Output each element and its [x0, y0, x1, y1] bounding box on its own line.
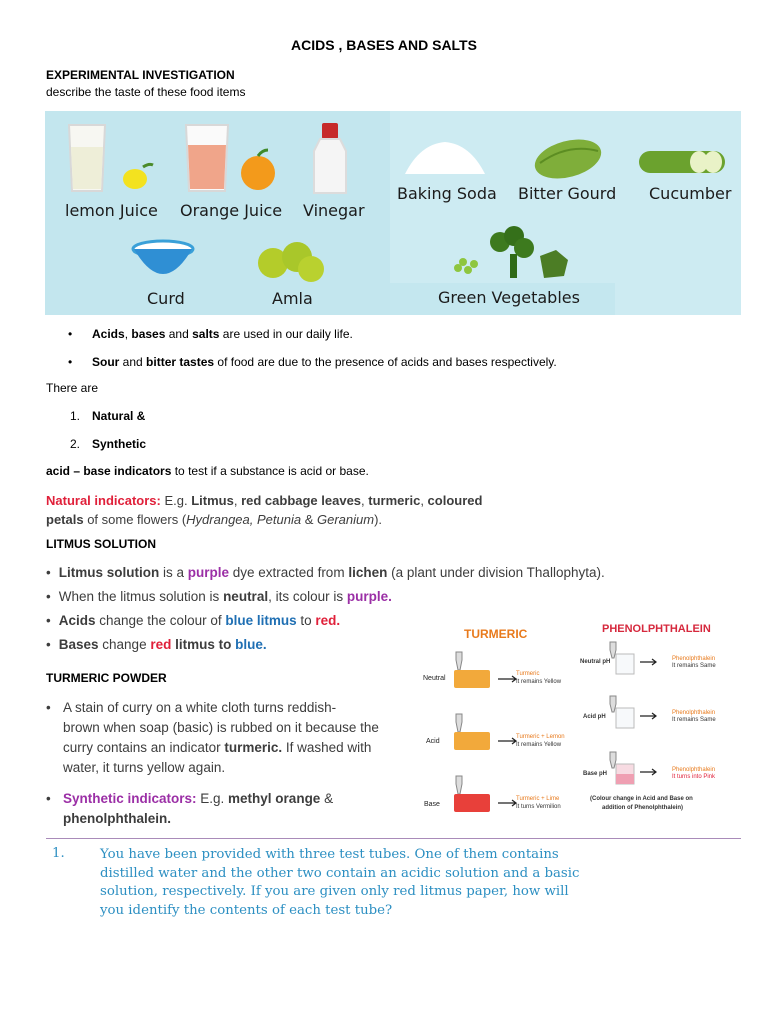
list-number-1: 1.	[70, 409, 81, 423]
page-title: ACIDS , BASES AND SALTS	[291, 37, 477, 53]
diagram-caption-line2: addition of Phenolphthalein)	[602, 805, 683, 811]
label-curd: Curd	[147, 289, 185, 308]
phenol-row-acid: Acid pH	[583, 714, 606, 720]
litmus-point-1: • Litmus solution is a purple dye extracted from lichen (a plant under division Thallophyta).	[46, 565, 605, 580]
there-are-text: There are	[46, 381, 99, 395]
lemon-juice-glass-icon	[63, 121, 163, 201]
label-baking-soda: Baking Soda	[397, 184, 497, 203]
bullet-tastes: • Sour and bitter tastes of food are due to the presence of acids and bases respectively.	[68, 355, 557, 369]
litmus-point-4: • Bases change red litmus to blue.	[46, 637, 267, 652]
phenol-note-acid-a: Phenolphthalein	[672, 710, 716, 716]
phenol-row-neutral: Neutral pH	[580, 659, 611, 665]
list-item-natural: Natural &	[92, 409, 146, 423]
amla-icon	[253, 239, 333, 289]
row-label-acid: Acid	[426, 738, 440, 745]
turmeric-note-base-b: It turns Vermilion	[516, 804, 561, 810]
litmus-point-2: • When the litmus solution is neutral, its colour is purple.	[46, 589, 392, 604]
phenol-note-acid-b: It remains Same	[672, 717, 716, 723]
baking-soda-icon	[400, 136, 490, 181]
indicator-definition: acid – base indicators to test if a substance is acid or base.	[46, 464, 369, 478]
phenolphthalein-beakers-icon	[606, 640, 676, 790]
turmeric-note-acid-a: Turmeric + Lemon	[516, 734, 565, 740]
label-amla: Amla	[272, 289, 313, 308]
row-label-neutral: Neutral	[423, 675, 446, 682]
phenol-note-base-a: Phenolphthalein	[672, 767, 716, 773]
section-heading-turmeric: TURMERIC POWDER	[46, 671, 167, 685]
turmeric-note-neutral-b: It remains Yellow	[516, 679, 562, 685]
list-item-synthetic: Synthetic	[92, 437, 147, 451]
label-green-vegetables: Green Vegetables	[438, 288, 580, 307]
label-orange-juice: Orange Juice	[180, 201, 283, 220]
curd-bowl-icon	[130, 239, 200, 289]
question-text: You have been provided with three test tubes. One of them contains distilled water and the other two contain an acidic solution and a basic solution, respectively. If you are given only red litmus paper, how will you identify the contents of each test tube?	[100, 847, 580, 918]
orange-juice-glass-icon	[180, 121, 280, 201]
label-cucumber: Cucumber	[649, 184, 732, 203]
phenol-row-base: Base pH	[583, 771, 608, 777]
label-vinegar: Vinegar	[303, 201, 365, 220]
diagram-caption-line1: (Colour change in Acid and Base on	[590, 796, 693, 802]
label-lemon-juice: lemon Juice	[65, 201, 158, 220]
divider	[46, 838, 741, 839]
synthetic-indicators-text: • Synthetic indicators: E.g. methyl orange & phenolphthalein.	[46, 791, 334, 826]
turmeric-paragraph: • A stain of curry on a white cloth turns reddish- brown when soap (basic) is rubbed on it because the curry contains an indicator turmeric. If washed with water, it turns yellow again.	[46, 700, 379, 775]
turmeric-samples-icon	[448, 648, 523, 823]
turmeric-note-neutral-a: Turmeric	[516, 671, 540, 677]
diagram-title-turmeric: TURMERIC	[464, 627, 528, 641]
phenol-note-base-b: It turns into Pink	[672, 774, 716, 780]
turmeric-note-acid-b: It remains Yellow	[516, 742, 562, 748]
label-bitter-gourd: Bitter Gourd	[518, 184, 617, 203]
row-label-base: Base	[424, 801, 440, 808]
section-heading-experimental: EXPERIMENTAL INVESTIGATION	[46, 68, 235, 82]
indicator-diagram	[418, 618, 738, 823]
turmeric-note-base-a: Turmeric + Lime	[516, 796, 560, 802]
food-items-image	[45, 111, 741, 315]
list-number-2: 2.	[70, 437, 81, 451]
litmus-point-3: • Acids change the colour of blue litmus to red.	[46, 613, 341, 628]
bitter-gourd-icon	[528, 133, 608, 183]
phenol-note-neutral-b: It remains Same	[672, 663, 716, 669]
bullet-daily-life: • Acids, bases and salts are used in our daily life.	[68, 327, 353, 341]
section-heading-litmus: LITMUS SOLUTION	[46, 537, 156, 551]
phenol-note-neutral-a: Phenolphthalein	[672, 656, 716, 662]
green-vegetables-icon	[440, 226, 575, 286]
vinegar-bottle-icon	[310, 121, 360, 201]
diagram-title-phenol: PHENOLPHTHALEIN	[602, 623, 711, 635]
natural-indicators-text: Natural indicators: E.g. Litmus, red cabbage leaves, turmeric, coloured petals of some flowers (Hydrangea, Petunia & Geranium).	[46, 493, 483, 527]
cucumber-icon	[635, 145, 739, 181]
question-number: 1.	[52, 846, 65, 861]
instruction-text: describe the taste of these food items	[46, 85, 246, 99]
